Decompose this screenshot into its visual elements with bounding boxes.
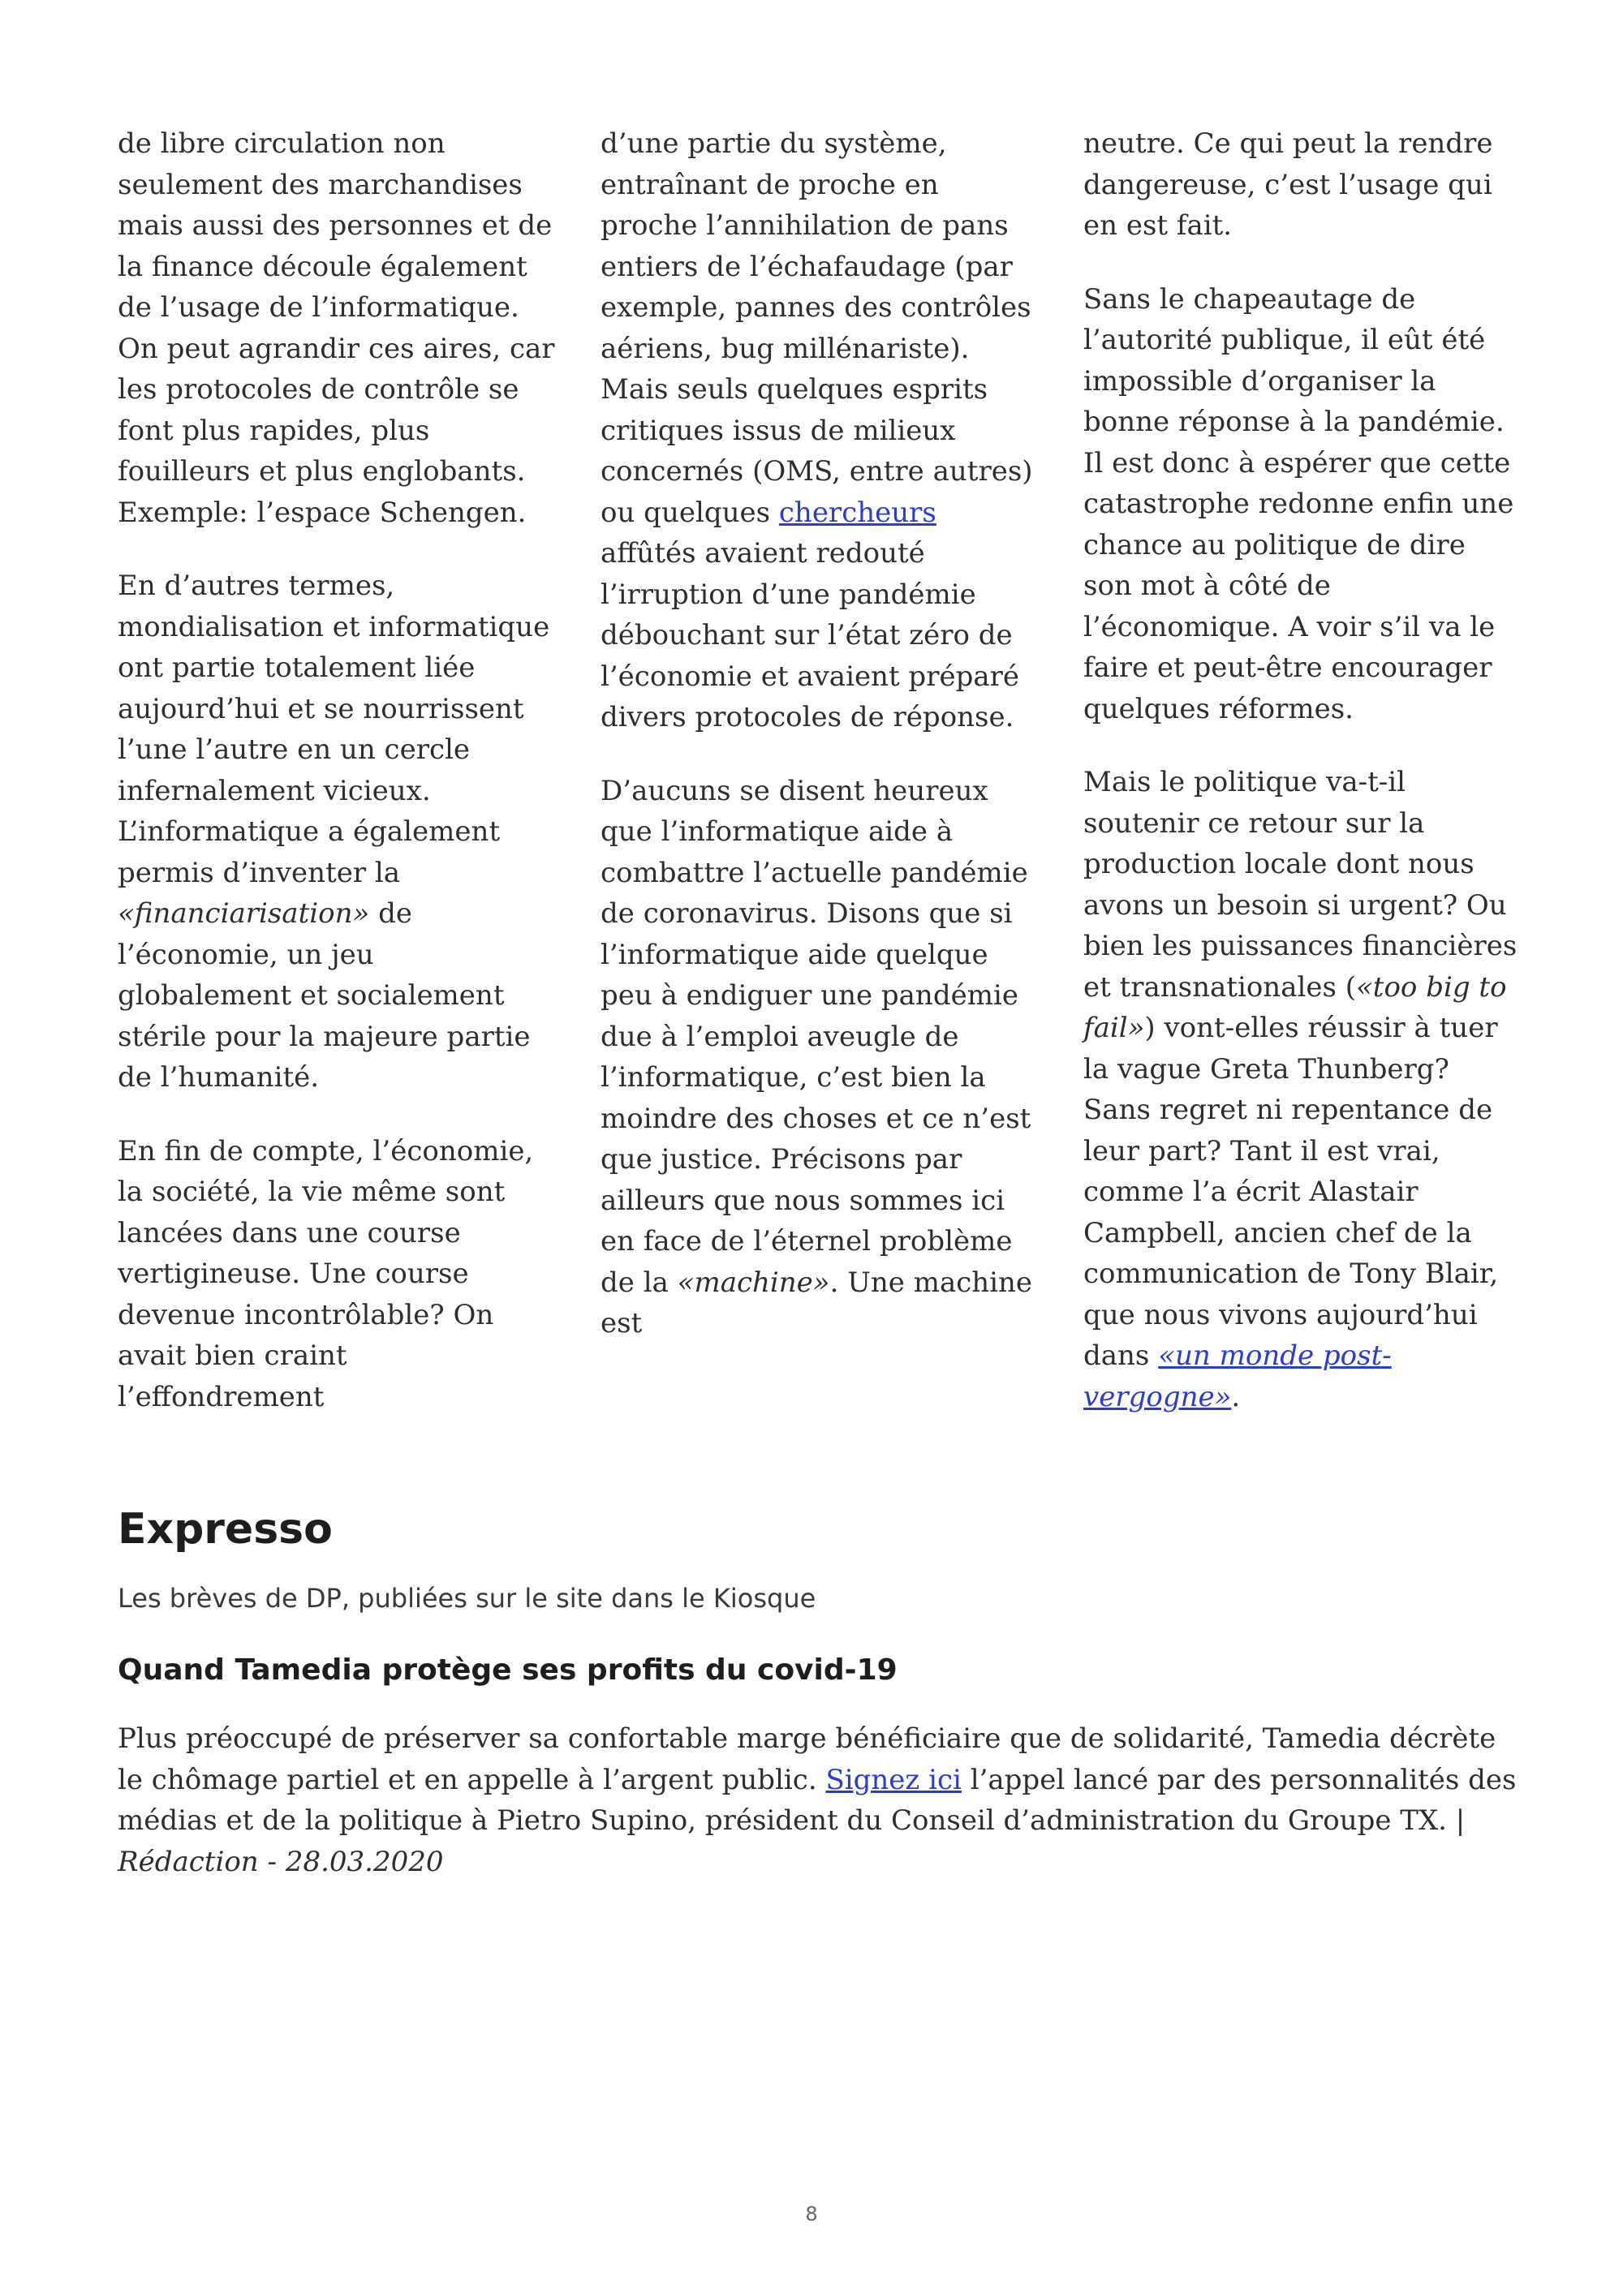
emphasis-text: «too big to fail» (1083, 970, 1507, 1044)
paragraph (601, 771, 1039, 1344)
column-3 (1083, 123, 1522, 1413)
section-subtitle: Les brèves de DP, publiées sur le site dans le Kiosque (118, 1583, 816, 1614)
paragraph-text: affûtés avaient redouté l’irruption d’une pandémie débouchant sur l’état zéro de l’économie et avaient préparé divers protocoles de réponse. (601, 537, 1019, 733)
paragraph (1083, 123, 1522, 247)
paragraph (118, 1131, 556, 1418)
paragraph-text: . Une machine est (601, 1266, 1033, 1339)
paragraph-text: ) vont-elles réussir à tuer la vague Greta Thunberg? Sans regret ni repentance de leur part? Tant il est vrai, comme l’a écrit Alastair Campbell, ancien chef de la communication de Tony Blair, que nous vivons aujourd’hui dans (1083, 1012, 1499, 1372)
article-text: Plus préoccupé de préserver sa confortable marge bénéficiaire que de solidarité, Tamedia décrète le chômage partiel et en appelle à l’argent public. (118, 1722, 1496, 1796)
paragraph-text: d’une partie du système, entraînant de proche en proche l’annihilation de pans entiers de l’échafaudage (par exemple, pannes des contrôles aériens, bug millénariste). Mais seuls quelques esprits critiques issus de milieux concernés (OMS, entre autres) ou quelques (601, 127, 1033, 529)
paragraph (601, 123, 1039, 738)
paragraph-text: de l’économie, un jeu globalement et socialement stérile pour la majeure partie de l’humanité. (118, 897, 531, 1094)
paragraph-text: de libre circulation non seulement des marchandises mais aussi des personnes et de la finance découle également de l’usage de l’informatique. On peut agrandir ces aires, car les protocoles de contrôle se font plus rapides, plus fouilleurs et plus englobants. Exemple: l’espace Schengen. (118, 127, 555, 529)
section-title: Expresso (118, 1505, 333, 1554)
paragraph-text: En d’autres termes, mondialisation et informatique ont partie totalement liée aujourd’hui et se nourrissent l’une l’autre en un cercle infernalement vicieux. L’informatique a également permis d’inventer la (118, 570, 550, 889)
paragraph (1083, 279, 1522, 730)
paragraph-text: neutre. Ce qui peut la rendre dangereuse, c’est l’usage qui en est fait. (1083, 127, 1493, 242)
article-columns (118, 123, 1522, 1413)
paragraph-text: D’aucuns se disent heureux que l’informatique aide à combattre l’actuelle pandémie de coronavirus. Disons que si l’informatique aide quelque peu à endiguer une pandémie due à l’emploi aveugle de l’informatique, c’est bien la moindre des choses et ce n’est que justice. Précisons par ailleurs que nous sommes ici en face de l’éternel problème de la (601, 774, 1031, 1299)
paragraph-text: En fin de compte, l’économie, la société, la vie même sont lancées dans une course vertigineuse. Une course devenue incontrôlable? On avait bien craint l’effondrement (118, 1134, 534, 1413)
monde-post-vergogne-link[interactable]: «un monde post-vergogne» (1083, 1339, 1392, 1413)
paragraph-text: . (1231, 1380, 1241, 1413)
paragraph (118, 565, 556, 1099)
emphasis-text: «machine» (677, 1266, 830, 1299)
article-title: Quand Tamedia protège ses profits du covid-19 (118, 1653, 898, 1687)
paragraph-text: Sans le chapeautage de l’autorité publique, il eût été impossible d’organiser la bonne réponse à la pandémie. Il est donc à espérer que cette catastrophe redonne enfin une chance au politique de dire son mot à côté de l’économique. A voir s’il va le faire et peut-être encourager quelques réformes. (1083, 282, 1514, 725)
page-number: 8 (805, 2203, 818, 2225)
article-text: l’appel lancé par des personnalités des médias et de la politique à Pietro Supino, président du Conseil d’administration du Groupe TX. | (118, 1763, 1517, 1837)
expresso-section (118, 1501, 1522, 1882)
paragraph (118, 123, 556, 533)
emphasis-text: «financiarisation» (118, 897, 370, 930)
chercheurs-link[interactable]: chercheurs (778, 496, 936, 529)
paragraph-text: Mais le politique va-t-il soutenir ce retour sur la production locale dont nous avons un besoin si urgent? Ou bien les puissances financières et transnationales ( (1083, 766, 1518, 1004)
column-2 (601, 123, 1039, 1339)
paragraph (1083, 762, 1522, 1417)
article-body (118, 1718, 1522, 1882)
column-1 (118, 123, 556, 1413)
article-byline: Rédaction - 28.03.2020 (118, 1845, 444, 1878)
signez-ici-link[interactable]: Signez ici (825, 1763, 962, 1796)
